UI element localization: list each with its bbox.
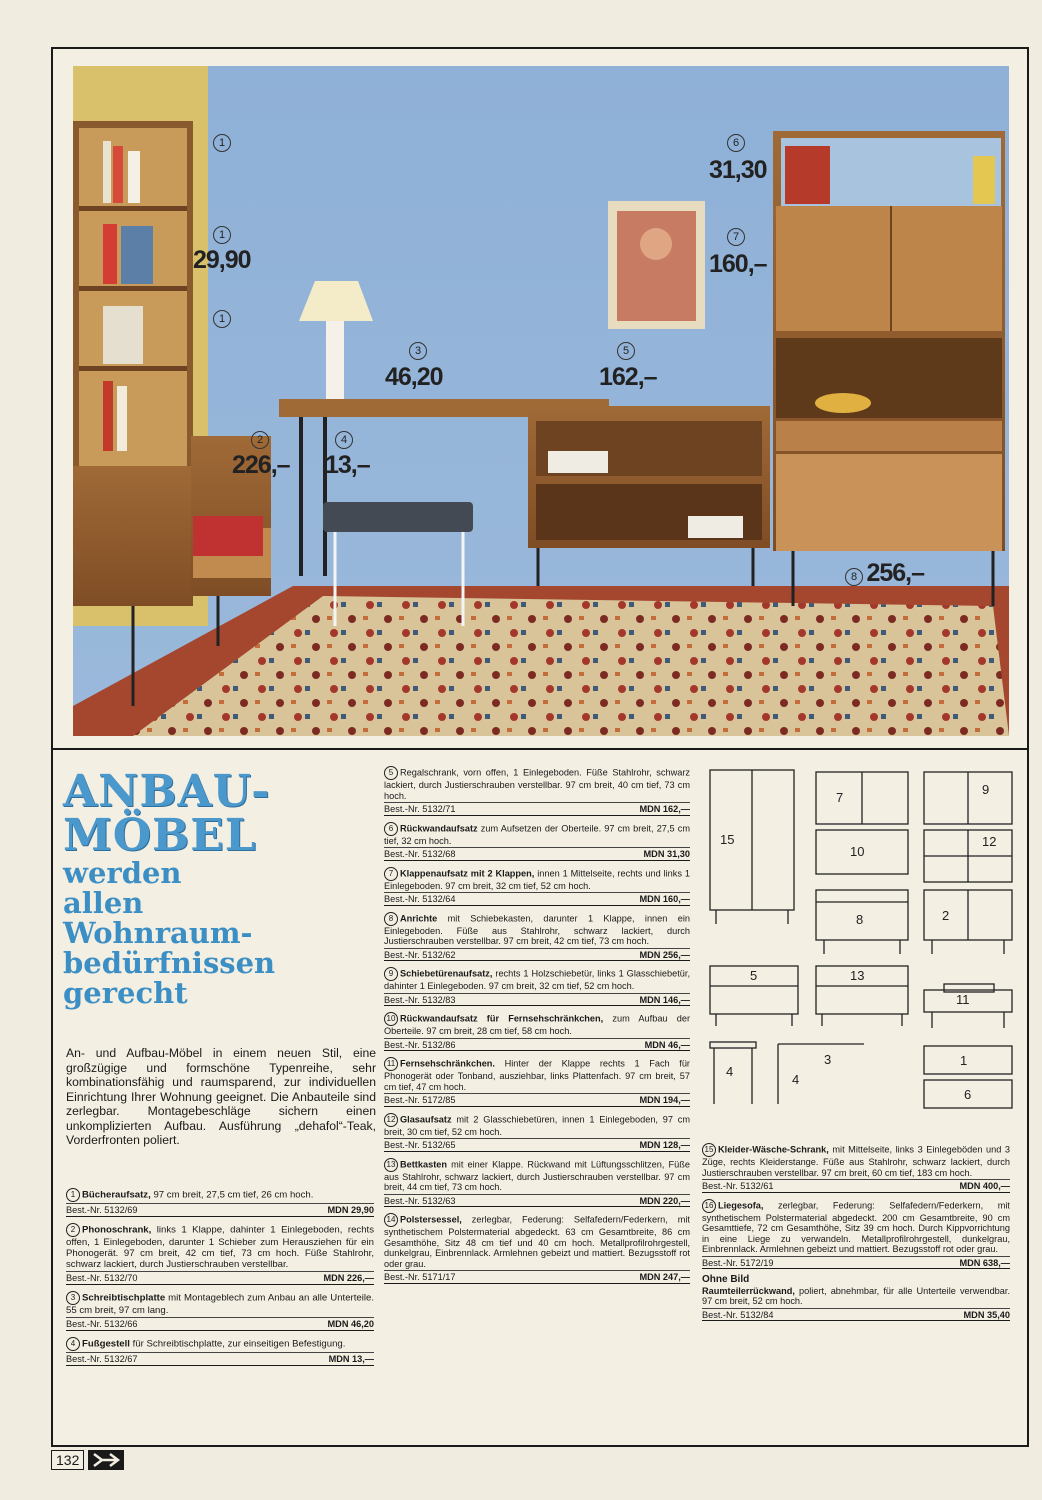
product-item: 13 Bettkasten mit einer Klappe. Rückwand mit Lüftungsschlitzen, Füße aus Stahlrohr, schwarz lackiert, durch Justierschrauben verstellbar. 97 cm breit, 44 cm tief, 73 cm hoch. Best.-Nr. 5132/63 MDN 220,—	[384, 1158, 690, 1206]
callout-1b-price: 29,90	[193, 246, 251, 274]
item-column-3	[702, 1143, 1010, 1327]
callout-5: 5	[617, 342, 635, 360]
room-photo	[73, 66, 1009, 736]
svg-text:1: 1	[960, 1053, 968, 1068]
callout-2-price: 226,–	[232, 451, 290, 479]
section-divider	[53, 748, 1027, 750]
callout-7-price: 160,–	[709, 250, 767, 278]
headline-sub-4: bedürfnissen	[63, 946, 276, 980]
product-item: 6 Rückwandaufsatz zum Aufsetzen der Oberteile. 97 cm breit, 27,5 cm tief, 32 cm hoch. Best.-Nr. 5132/68 MDN 31,30	[384, 822, 690, 859]
item-column-2	[384, 766, 690, 1290]
svg-text:6: 6	[964, 1087, 972, 1102]
svg-text:3: 3	[824, 1052, 832, 1067]
svg-text:4: 4	[726, 1064, 734, 1079]
headline-line-1: ANBAU-	[63, 766, 271, 817]
product-item: 4 Fußgestell für Schreibtischplatte, zur einseitigen Befestigung. Best.-Nr. 5132/67 MDN 13,—	[66, 1338, 374, 1364]
callout-7: 7	[727, 228, 745, 246]
svg-text:4: 4	[792, 1072, 800, 1087]
headline	[63, 766, 378, 1010]
callout-4: 4	[335, 431, 353, 449]
callout-2: 2	[251, 431, 269, 449]
callout-3-price: 46,20	[385, 363, 443, 391]
page-footer	[51, 1449, 124, 1471]
product-item: Raumteilerrückwand, poliert, abnehmbar, für alle Unterteile verwendbar. 97 cm breit, 52 cm hoch. Best.-Nr. 5132/84 MDN 35,40	[702, 1285, 1010, 1320]
product-item: 15 Kleider-Wäsche-Schrank, mit Mittelseite, links 3 Einlegeböden und 3 Züge, rechts Kleiderstange. Füße aus Stahlrohr, schwarz lackiert, durch Justierschrauben verstellbar. 97 cm breit, 60 cm tief, 183 cm hoch. Best.-Nr. 5132/61 MDN 400,—	[702, 1144, 1010, 1191]
svg-text:8: 8	[856, 912, 864, 927]
callout-1a: 1	[213, 134, 231, 152]
product-item: 11 Fernsehschränkchen. Hinter der Klappe rechts 1 Fach für Phonogerät oder Tonband, ausziehbar, links Plattenfach. 97 cm breit, 57 cm tief, 47 cm hoch. Best.-Nr. 5172/85 MDN 194,—	[384, 1058, 690, 1105]
headline-sub-1: werden	[63, 856, 182, 890]
callout-8: 8 256,–	[845, 559, 924, 588]
product-item: 2 Phonoschrank, links 1 Klappe, dahinter 1 Einlegeboden, rechts offen, 1 Einlegeboden, darunter 1 Schieber zum Herausziehen für ein Phonogerät. 97 cm breit, 42 cm tief, 73 cm hoch. Füße Stahlrohr, schwarz lackiert, durch Justierschrauben verstellbar. Best.-Nr. 5132/70 MDN 226,—	[66, 1224, 374, 1283]
callout-6: 6	[727, 134, 745, 152]
svg-text:10: 10	[850, 844, 865, 859]
catalog-logo-icon	[88, 1450, 124, 1470]
svg-text:5: 5	[750, 968, 758, 983]
svg-text:2: 2	[942, 908, 950, 923]
svg-text:13: 13	[850, 968, 865, 983]
callout-3: 3	[409, 342, 427, 360]
callout-1c: 1	[213, 310, 231, 328]
product-item: 7 Klappenaufsatz mit 2 Klappen, innen 1 Mittelseite, rechts und links 1 Einlegeboden. 97 cm breit, 32 cm tief, 52 cm hoch. Best.-Nr. 5132/64 MDN 160,—	[384, 867, 690, 904]
ohne-bild-heading: Ohne Bild	[702, 1274, 750, 1285]
headline-sub-3: Wohnraum-	[63, 916, 253, 950]
sketch-label-15: 15	[720, 832, 735, 847]
product-item: 16 Liegesofa, zerlegbar, Federung: Selfafedern/Federkern, mit synthetischem Polstermaterial abgedeckt. 200 cm Gesamtbreite, 90 cm Gesamttiefe, 72 cm Gesamthöhe, Sitz 39 cm hoch. Durch Kippvorrichtung in eine Liege zu verwandeln. Metallprofilrohrgestell, dunkelgrau, Einbrennlack. Armlehnen gebeizt und mattiert. Bezugsstoff rot oder grau. Best.-Nr. 5172/19 MDN 638,—	[702, 1199, 1010, 1268]
product-item: 1 Bücheraufsatz, 97 cm breit, 27,5 cm tief, 26 cm hoch. Best.-Nr. 5132/69 MDN 29,90	[66, 1189, 374, 1215]
svg-text:9: 9	[982, 782, 990, 797]
product-item: 10 Rückwandaufsatz für Fernsehschränkchen, zum Aufbau der Oberteile. 97 cm breit, 28 cm tief, 58 cm hoch. Best.-Nr. 5132/86 MDN 46,—	[384, 1013, 691, 1050]
callout-1b: 1	[213, 226, 231, 244]
headline-sub-5: gerecht	[63, 976, 188, 1010]
product-item: 3 Schreibtischplatte mit Montageblech zum Anbau an alle Unterteile. 55 cm breit, 97 cm lang. Best.-Nr. 5132/66 MDN 46,20	[66, 1292, 374, 1329]
intro-text: An- und Aufbau-Möbel in einem neuen Stil, eine großzügige und formschöne Typenreihe, sehr kombinationsfähig und raumsparend, zur individuellen Einrichtung Ihrer Wohnung geeignet. Die Anbauteile sind zerlegbar. Montagebeschläge sichern einen unkomplizierten Aufbau. Ausführung „dehafol“-Teak, Vorderfronten poliert.	[66, 1046, 376, 1147]
product-item: 5 Regalschrank, vorn offen, 1 Einlegeboden. Füße Stahlrohr, schwarz lackiert, durch Justierschrauben verstellbar. 97 cm breit, 40 cm tief, 73 cm hoch. Best.-Nr. 5132/71 MDN 162,—	[384, 767, 690, 814]
headline-sub-2: allen	[63, 886, 144, 920]
callout-4-price: 13,–	[325, 451, 370, 479]
product-item: 12 Glasaufsatz mit 2 Glasschiebetüren, innen 1 Einlegeboden, 97 cm breit, 30 cm tief, 52 cm hoch. Best.-Nr. 5132/65 MDN 128,—	[384, 1113, 690, 1150]
svg-text:12: 12	[982, 834, 997, 849]
svg-text:11: 11	[956, 992, 970, 1007]
product-item: 14 Polstersessel, zerlegbar, Federung: Selfafedern/Federkern, mit synthetischem Polstermaterial abgedeckt. 63 cm Gesamtbreite, 86 cm Gesamthöhe, Sitz 48 cm tief und 40 cm hoch. Metallprofilrohrgestell, dunkelgrau, Einbrennlack. Armlehnen gebeizt und mattiert. Bezugsstoff rot oder grau. Best.-Nr. 5171/17 MDN 247,—	[384, 1214, 690, 1282]
page-number: 132	[51, 1450, 84, 1470]
svg-text:7: 7	[836, 790, 844, 805]
callout-6-price: 31,30	[709, 156, 767, 184]
callout-5-price: 162,–	[599, 363, 657, 391]
furniture-sketches	[702, 764, 1018, 1134]
item-column-1	[66, 1188, 374, 1372]
product-item: 8 Anrichte mit Schiebekasten, darunter 1 Klappe, innen ein Einlegeboden. Füße aus Stahlrohr, schwarz lackiert, durch Justierschrauben verstellbar. 97 cm breit, 42 cm tief, 73 cm hoch. Best.-Nr. 5132/62 MDN 256,—	[384, 912, 690, 960]
product-item: 9 Schiebetürenaufsatz, rechts 1 Holzschiebetür, links 1 Glasschiebetür, dahinter 1 Einlegeboden. 97 cm breit, 32 cm tief, 52 cm hoch. Best.-Nr. 5132/83 MDN 146,—	[384, 968, 690, 1005]
headline-line-2: MÖBEL	[63, 810, 257, 861]
